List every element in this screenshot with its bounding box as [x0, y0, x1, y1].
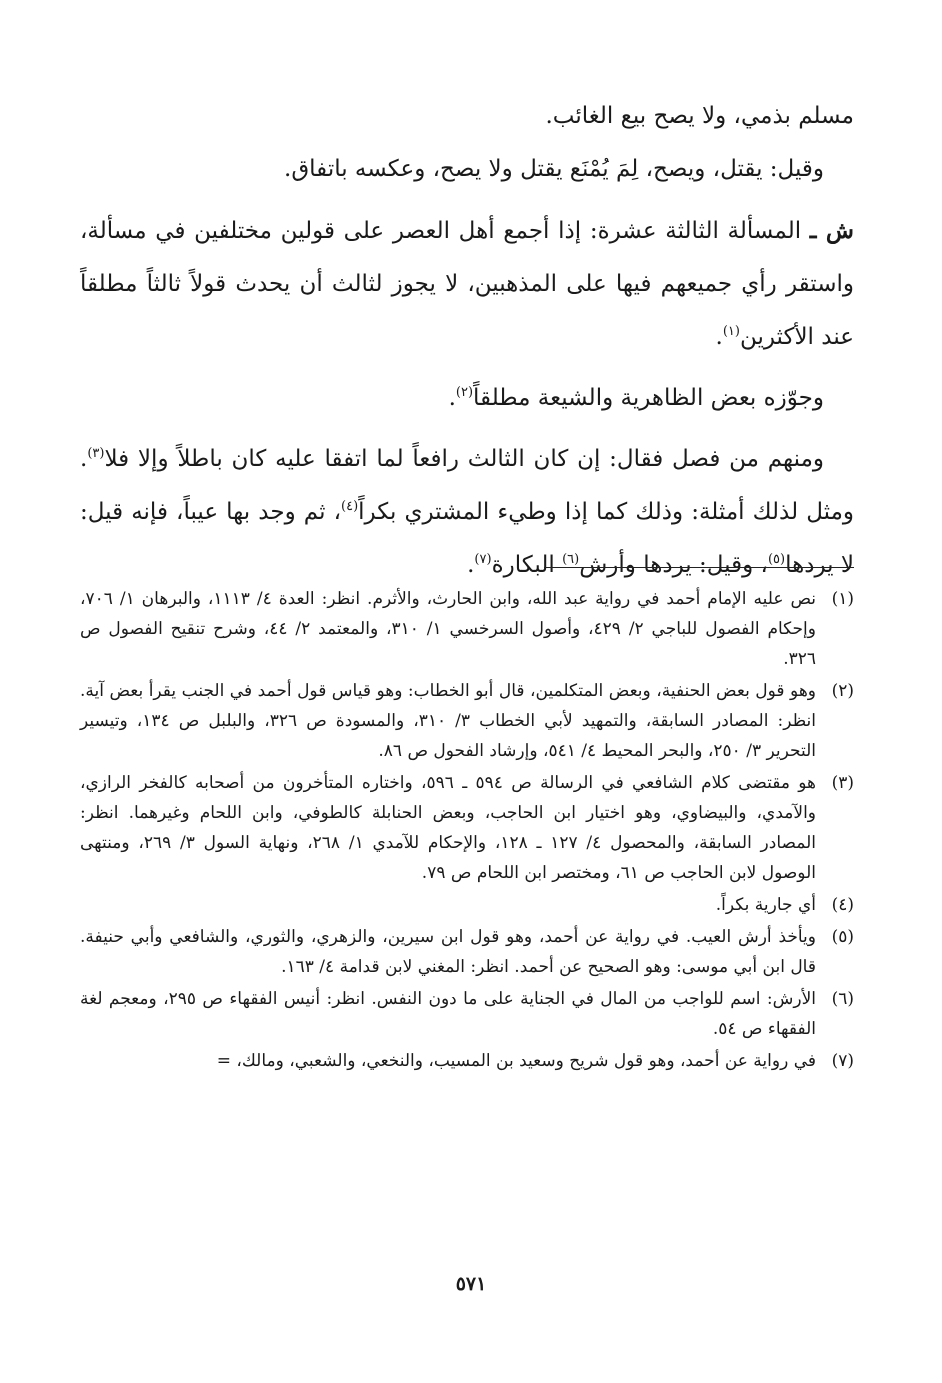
- footnote-number: (٥): [831, 927, 854, 947]
- paragraph-4-text: وجوّزه بعض الظاهرية والشيعة مطلقاً: [473, 385, 824, 411]
- footnote-text: نص عليه الإمام أحمد في رواية عبد الله، وابن الحارث، والأثرم. انظر: العدة ٤/ ١١١٣، والبرهان ١/ ٧٠٦، وإحكام الفصول للباجي ٢/ ٤٢٩، وأصول السرخسي ١/ ٣١٠، والمعتمد ٢/ ٤٤، وشرح تنقيح الفصول ص ٣٢٦.: [80, 589, 817, 669]
- footnote-ref-4[interactable]: (٤): [341, 499, 359, 514]
- footnote-text: في رواية عن أحمد، وهو قول شريح وسعيد بن المسيب، والنخعي، والشعبي، ومالك، =: [216, 1051, 816, 1071]
- footnote-2: [80, 676, 854, 766]
- footnote-1: [80, 584, 854, 674]
- paragraph-1: مسلم بذمي، ولا يصح بيع الغائب.: [545, 103, 854, 129]
- main-text: [80, 90, 854, 592]
- paragraph-5-part-e: البكارة: [491, 552, 563, 578]
- paragraph-3-text: المسألة الثالثة عشرة: إذا أجمع أهل العصر على قولين مختلفين في مسألة، واستقر رأي جميعهم فيها على المذهبين، لا يجوز لثالث أن يحدث قولاً ثالثاً مطلقاً عند الأكثرين: [80, 218, 854, 350]
- paragraph-5: [80, 433, 854, 592]
- footnote-6: [80, 984, 854, 1044]
- paragraph-5-part-d: ، وقيل: يردها وأرش: [579, 552, 768, 578]
- footnote-ref-2[interactable]: (٢): [455, 385, 474, 400]
- footnote-text: هو مقتضى كلام الشافعي في الرسالة ص ٥٩٤ ـ ٥٩٦، واختاره المتأخرون من أصحابه كالفخر الرازي، والآمدي، والبيضاوي، وهو اختيار ابن الحاجب، وبعض الحنابلة كالطوفي، وابن اللحام وغيرهما. انظر: المصادر السابقة، والمحصول ٤/ ١٢٧ ـ ١٢٨، والإحكام للآمدي ١/ ٢٦٨، ونهاية السول ٣/ ٢٦٩، ومنتهى الوصول لابن الحاجب ص ٦١، ومختصر ابن اللحام ص ٧٩.: [80, 773, 816, 883]
- footnote-number: (٢): [831, 681, 854, 701]
- footnote-text: الأرش: اسم للواجب من المال في الجناية على ما دون النفس. انظر: أنيس الفقهاء ص ٢٩٥، ومعجم لغة الفقهاء ص ٥٤.: [80, 989, 817, 1039]
- footnote-text: وهو قول بعض الحنفية، وبعض المتكلمين، قال أبو الخطاب: وهو قياس قول أحمد في الجنب يقرأ بعض آية. انظر: المصادر السابقة، والتمهيد لأبي الخطاب ٣/ ٣١٠، والمسودة ص ٣٢٦، والبلبل ص ١٣٤، وتيسير التحرير ٣/ ٢٥٠، والبحر المحيط ٤/ ٥٤١، وإرشاد الفحول ص ٨٦.: [80, 681, 816, 761]
- paragraph-5-part-c: ، ثم وجد بها عيباً، فإنه قيل: لا يردها: [80, 499, 854, 578]
- paragraph-5-part-a: ومنهم من فصل فقال: إن كان الثالث رافعاً لما اتفقا عليه كان باطلاً وإلا فلا: [104, 446, 824, 472]
- footnote-ref-1[interactable]: (١): [722, 324, 740, 339]
- paragraph-2: وقيل: يقتل، ويصح، لِمَ يُمْنَع يقتل ولا يصح، وعكسه باتفاق.: [284, 156, 824, 182]
- footnote-text: أي جارية بكراً.: [715, 895, 816, 915]
- footnote-number: (٣): [831, 773, 854, 793]
- paragraph-3: [80, 204, 854, 364]
- footnote-5: [80, 922, 854, 982]
- footnote-number: (١): [831, 589, 854, 609]
- footnote-ref-5[interactable]: (٥): [767, 552, 786, 567]
- paragraph-5-part-b: . ومثل لذلك أمثلة: وذلك كما إذا وطيء المشتري بكراً: [80, 446, 854, 525]
- footnote-ref-6[interactable]: (٦): [562, 552, 580, 567]
- footnote-4: [80, 890, 854, 920]
- commentary-marker: ش ـ: [809, 217, 854, 244]
- paragraph-5-end: .: [467, 552, 475, 578]
- footnote-7: [80, 1046, 854, 1076]
- page-number: ٥٧١: [455, 1273, 487, 1295]
- footnote-3: [80, 768, 854, 888]
- footnote-number: (٦): [831, 989, 854, 1009]
- footnote-text: ويأخذ أرش العيب. في رواية عن أحمد، وهو قول ابن سيرين، والزهري، والثوري، والشافعي وأبي حنيفة. قال ابن أبي موسى: وهو الصحيح عن أحمد. انظر: المغني لابن قدامة ٤/ ١٦٣.: [80, 927, 816, 977]
- paragraph-3-end: .: [715, 324, 723, 350]
- footnote-number: (٧): [831, 1051, 854, 1071]
- footnotes: [80, 584, 854, 1078]
- footnote-ref-3[interactable]: (٣): [87, 446, 105, 461]
- paragraph-4: [80, 372, 854, 425]
- footnote-ref-7[interactable]: (٧): [474, 552, 492, 567]
- footnote-separator: [544, 567, 854, 568]
- footnote-number: (٤): [831, 895, 854, 915]
- paragraph-4-end: .: [448, 385, 456, 411]
